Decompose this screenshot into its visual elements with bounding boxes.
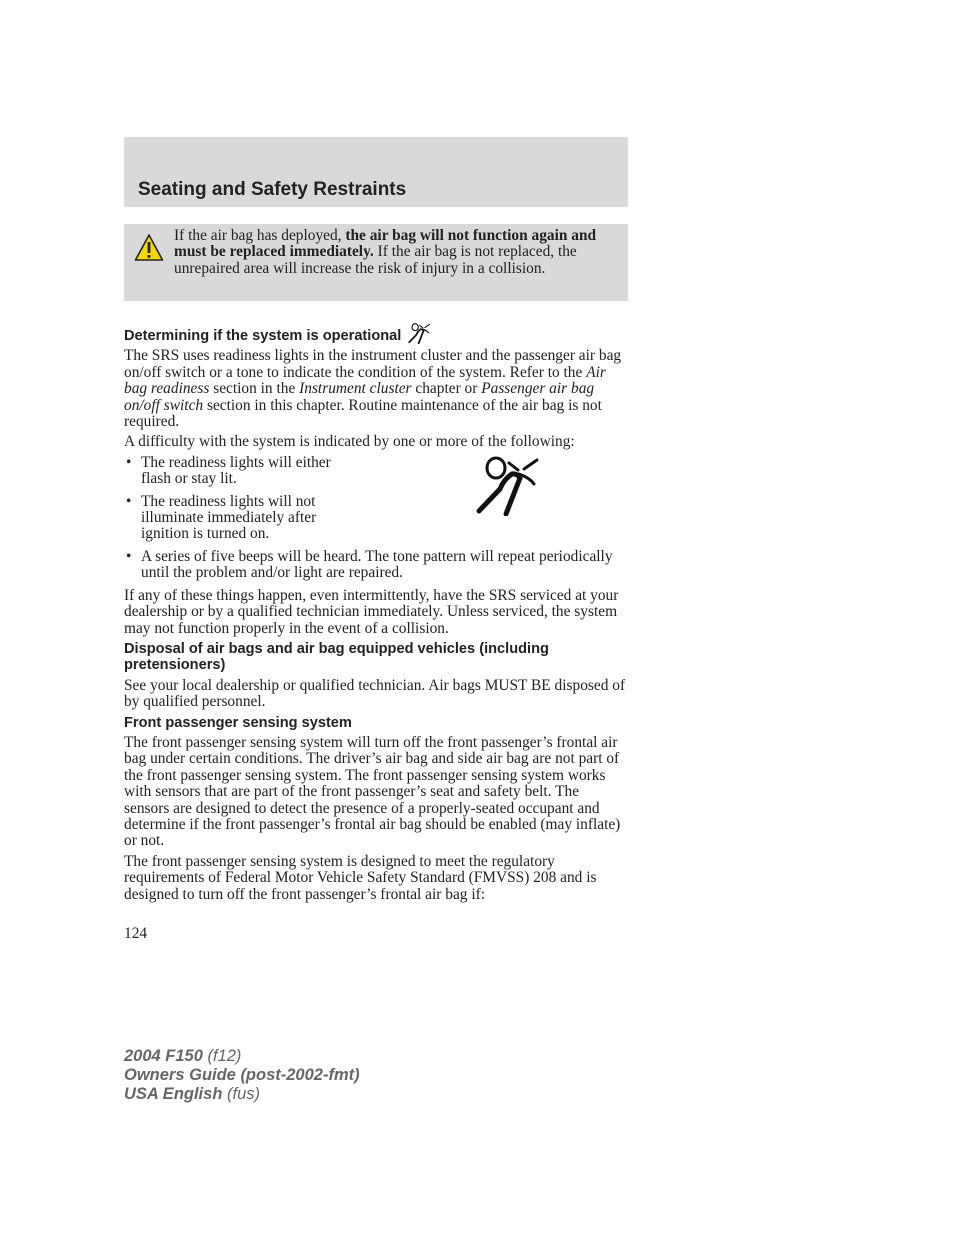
footer <box>124 1047 360 1104</box>
paragraph-srs: The SRS uses readiness lights in the instrument cluster and the passenger air bag on/off switch or a tone to indicate the condition of the system. Refer to the Air bag readiness section in the Instrument cluster chapter or Passenger air bag on/off switch section in this chapter. Routine maintenance of the air bag is not required. <box>124 347 622 431</box>
paragraph-difficulty: A difficulty with the system is indicated by one or more of the following: <box>124 433 575 451</box>
list-item: • The readiness lights will either flash or stay lit. <box>124 455 359 488</box>
paragraph-service: If any of these things happen, even intermittently, have the SRS serviced at your dealership or by a qualified technician immediately. Unless serviced, the system may not function properly in the event of a collision. <box>124 586 619 637</box>
paragraph-disposal: See your local dealership or qualified technician. Air bags MUST BE disposed of by qualified personnel. <box>124 676 626 711</box>
main-content <box>124 323 626 907</box>
paragraph-sensing-2: The front passenger sensing system is designed to meet the regulatory requirements of Federal Motor Vehicle Safety Standard (FMVSS) 208 and is designed to turn off the front passenger’s frontal air bag if: <box>124 852 597 903</box>
list-item: • A series of five beeps will be heard. The tone pattern will repeat periodically until the problem and/or light are repaired. <box>124 549 626 582</box>
section-heading-operational: Determining if the system is operational <box>124 323 626 344</box>
warning-text: If the air bag has deployed, the air bag will not function again and must be replaced immediately. If the air bag is not replaced, the unrepaired area will increase the risk of injury in a collision. <box>174 227 597 277</box>
footer-line-guide: Owners Guide (post-2002-fmt) <box>124 1066 360 1084</box>
difficulty-list <box>124 455 626 582</box>
airbag-icon <box>474 456 540 516</box>
footer-line-language: USA English (fus) <box>124 1085 260 1103</box>
warning-box <box>124 224 628 301</box>
section-heading-disposal: Disposal of air bags and air bag equipped vehicles (including pretensioners) <box>124 640 549 674</box>
list-item: • The readiness lights will not illuminate immediately after ignition is turned on. <box>124 494 359 543</box>
paragraph-sensing-1: The front passenger sensing system will turn off the front passenger’s frontal air bag under certain conditions. The driver’s air bag and side air bag are not part of the front passenger sensing system. The front passenger sensing system works with sensors that are part of the front passenger’s seat and safety belt. The sensors are designed to detect the presence of a properly-seated occupant and determine if the front passenger’s frontal air bag should be enabled (may inflate) or not. <box>124 733 621 850</box>
warning-triangle-icon <box>134 233 164 263</box>
footer-line-model: 2004 F150 (f12) <box>124 1047 242 1065</box>
page-title: Seating and Safety Restraints <box>138 179 407 200</box>
airbag-icon <box>407 323 431 344</box>
page-number: 124 <box>124 925 148 942</box>
section-heading-sensing: Front passenger sensing system <box>124 714 352 731</box>
